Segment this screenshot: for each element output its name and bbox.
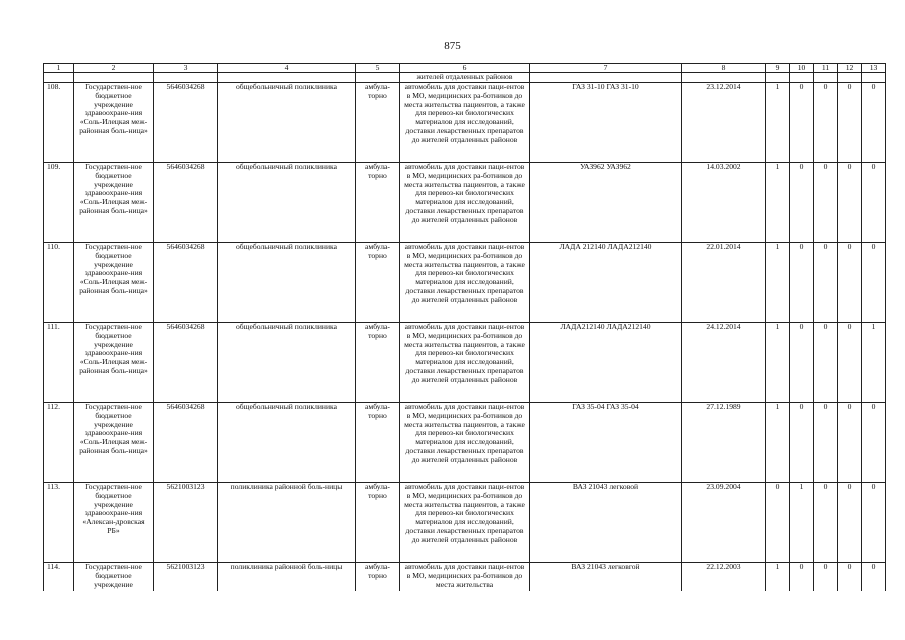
organization-name: Государствен-ное бюджетное учреждение здравоохране-ния «Соль-Илецкая меж-районная боль-ница»: [74, 163, 154, 243]
registration-date: 23.09.2004: [682, 483, 766, 563]
table-row: [44, 563, 886, 592]
vehicle-purpose: автомобиль для доставки паци-ентов в МО, медицинских ра-ботников до места жительства пациентов, а также для перевоз-ки биологических материалов для исследований, доставки лекарственных препаратов до жителей отдаленных районов: [400, 323, 530, 403]
row-number: 110.: [44, 243, 74, 323]
count-col-9: 0: [766, 483, 790, 563]
count-col-11: 0: [814, 243, 838, 323]
organization-name: Государствен-ное бюджетное учреждение: [74, 563, 154, 592]
row-number: 108.: [44, 83, 74, 163]
count-col-13: 0: [862, 403, 886, 483]
care-type: амбула-торно: [356, 243, 400, 323]
count-col-12: 0: [838, 163, 862, 243]
table-row: [44, 83, 886, 163]
vehicle-model: УАЗ962 УАЗ962: [530, 163, 682, 243]
count-col-10: 1: [790, 483, 814, 563]
count-col-13: 0: [862, 243, 886, 323]
unit-name: общебольничный поликлиника: [218, 83, 356, 163]
inn-code: 5646034268: [154, 163, 218, 243]
registration-date: 27.12.1989: [682, 403, 766, 483]
count-col-9: 1: [766, 403, 790, 483]
count-col-11: 0: [814, 483, 838, 563]
inn-code: 5621003123: [154, 483, 218, 563]
vehicle-purpose: автомобиль для доставки паци-ентов в МО, медицинских ра-ботников до места жительства пациентов, а также для перевоз-ки биологических материалов для исследований, доставки лекарственных препаратов до жителей отдаленных районов: [400, 483, 530, 563]
count-col-10: 0: [790, 563, 814, 592]
vehicle-model: ГАЗ 35-04 ГАЗ 35-04: [530, 403, 682, 483]
column-header: 12: [838, 64, 862, 73]
column-number-row: [44, 64, 886, 73]
organization-name: Государствен-ное бюджетное учреждение здравоохране-ния «Соль-Илецкая меж-районная боль-ница»: [74, 83, 154, 163]
count-col-13: 0: [862, 163, 886, 243]
continuation-text: жителей отдаленных районов: [400, 73, 530, 83]
care-type: амбула-торно: [356, 163, 400, 243]
organization-name: Государствен-ное бюджетное учреждение здравоохране-ния «Соль-Илецкая меж-районная боль-ница»: [74, 243, 154, 323]
count-col-10: 0: [790, 83, 814, 163]
table-row: [44, 483, 886, 563]
table-row: [44, 163, 886, 243]
inn-code: 5646034268: [154, 243, 218, 323]
count-col-11: 0: [814, 403, 838, 483]
unit-name: поликлиника районной боль-ницы: [218, 563, 356, 592]
row-number: 109.: [44, 163, 74, 243]
vehicle-registry-table: [43, 63, 886, 591]
table-row: [44, 243, 886, 323]
vehicle-purpose: автомобиль для доставки паци-ентов в МО, медицинских ра-ботников до места жительства: [400, 563, 530, 592]
registration-date: 14.03.2002: [682, 163, 766, 243]
count-col-13: 0: [862, 563, 886, 592]
count-col-10: 0: [790, 243, 814, 323]
row-number: 114.: [44, 563, 74, 592]
count-col-11: 0: [814, 83, 838, 163]
count-col-12: 0: [838, 483, 862, 563]
inn-code: 5646034268: [154, 403, 218, 483]
column-header: 2: [74, 64, 154, 73]
vehicle-purpose: автомобиль для доставки паци-ентов в МО, медицинских ра-ботников до места жительства пациентов, а также для перевоз-ки биологических материалов для исследований, доставки лекарственных препаратов до жителей отдаленных районов: [400, 163, 530, 243]
count-col-9: 1: [766, 163, 790, 243]
count-col-9: 1: [766, 83, 790, 163]
count-col-13: 0: [862, 483, 886, 563]
count-col-12: 0: [838, 83, 862, 163]
count-col-10: 0: [790, 323, 814, 403]
registration-date: 24.12.2014: [682, 323, 766, 403]
count-col-12: 0: [838, 403, 862, 483]
count-col-11: 0: [814, 563, 838, 592]
count-col-12: 0: [838, 243, 862, 323]
count-col-10: 0: [790, 163, 814, 243]
unit-name: общебольничный поликлиника: [218, 163, 356, 243]
row-number: 112.: [44, 403, 74, 483]
column-header: 1: [44, 64, 74, 73]
organization-name: Государствен-ное бюджетное учреждение здравоохране-ния «Соль-Илецкая меж-районная боль-ница»: [74, 403, 154, 483]
registration-date: 23.12.2014: [682, 83, 766, 163]
row-number: 113.: [44, 483, 74, 563]
unit-name: поликлиника районной боль-ницы: [218, 483, 356, 563]
count-col-11: 0: [814, 323, 838, 403]
unit-name: общебольничный поликлиника: [218, 243, 356, 323]
column-header: 11: [814, 64, 838, 73]
count-col-11: 0: [814, 163, 838, 243]
organization-name: Государствен-ное бюджетное учреждение здравоохране-ния «Алексан-дровская РБ»: [74, 483, 154, 563]
column-header: 13: [862, 64, 886, 73]
inn-code: 5646034268: [154, 83, 218, 163]
care-type: амбула-торно: [356, 83, 400, 163]
column-header: 10: [790, 64, 814, 73]
count-col-9: 1: [766, 323, 790, 403]
continuation-row: [44, 73, 886, 83]
vehicle-model: ВАЗ 21043 легковой: [530, 483, 682, 563]
column-header: 4: [218, 64, 356, 73]
column-header: 5: [356, 64, 400, 73]
count-col-13: 0: [862, 83, 886, 163]
vehicle-model: ГАЗ 31-10 ГАЗ 31-10: [530, 83, 682, 163]
care-type: амбула-торно: [356, 323, 400, 403]
column-header: 6: [400, 64, 530, 73]
table-row: [44, 323, 886, 403]
organization-name: Государствен-ное бюджетное учреждение здравоохране-ния «Соль-Илецкая меж-районная боль-ница»: [74, 323, 154, 403]
vehicle-purpose: автомобиль для доставки паци-ентов в МО, медицинских ра-ботников до места жительства пациентов, а также для перевоз-ки биологических материалов для исследований, доставки лекарственных препаратов до жителей отдаленных районов: [400, 83, 530, 163]
count-col-13: 1: [862, 323, 886, 403]
vehicle-model: ВАЗ 21043 легковгой: [530, 563, 682, 592]
vehicle-model: ЛАДА212140 ЛАДА212140: [530, 323, 682, 403]
care-type: амбула-торно: [356, 403, 400, 483]
row-number: 111.: [44, 323, 74, 403]
inn-code: 5646034268: [154, 323, 218, 403]
vehicle-model: ЛАДА 212140 ЛАДА212140: [530, 243, 682, 323]
count-col-10: 0: [790, 403, 814, 483]
column-header: 8: [682, 64, 766, 73]
column-header: 9: [766, 64, 790, 73]
count-col-9: 1: [766, 243, 790, 323]
unit-name: общебольничный поликлиника: [218, 323, 356, 403]
care-type: амбула-торно: [356, 563, 400, 592]
page-number: 875: [444, 40, 461, 52]
care-type: амбула-торно: [356, 483, 400, 563]
unit-name: общебольничный поликлиника: [218, 403, 356, 483]
inn-code: 5621003123: [154, 563, 218, 592]
vehicle-purpose: автомобиль для доставки паци-ентов в МО, медицинских ра-ботников до места жительства пациентов, а также для перевоз-ки биологических материалов для исследований, доставки лекарственных препаратов до жителей отдаленных районов: [400, 403, 530, 483]
registration-date: 22.12.2003: [682, 563, 766, 592]
vehicle-purpose: автомобиль для доставки паци-ентов в МО, медицинских ра-ботников до места жительства пациентов, а также для перевоз-ки биологических материалов для исследований, доставки лекарственных препаратов до жителей отдаленных районов: [400, 243, 530, 323]
count-col-9: 1: [766, 563, 790, 592]
count-col-12: 0: [838, 323, 862, 403]
count-col-12: 0: [838, 563, 862, 592]
column-header: 3: [154, 64, 218, 73]
registration-date: 22.01.2014: [682, 243, 766, 323]
table-row: [44, 403, 886, 483]
column-header: 7: [530, 64, 682, 73]
